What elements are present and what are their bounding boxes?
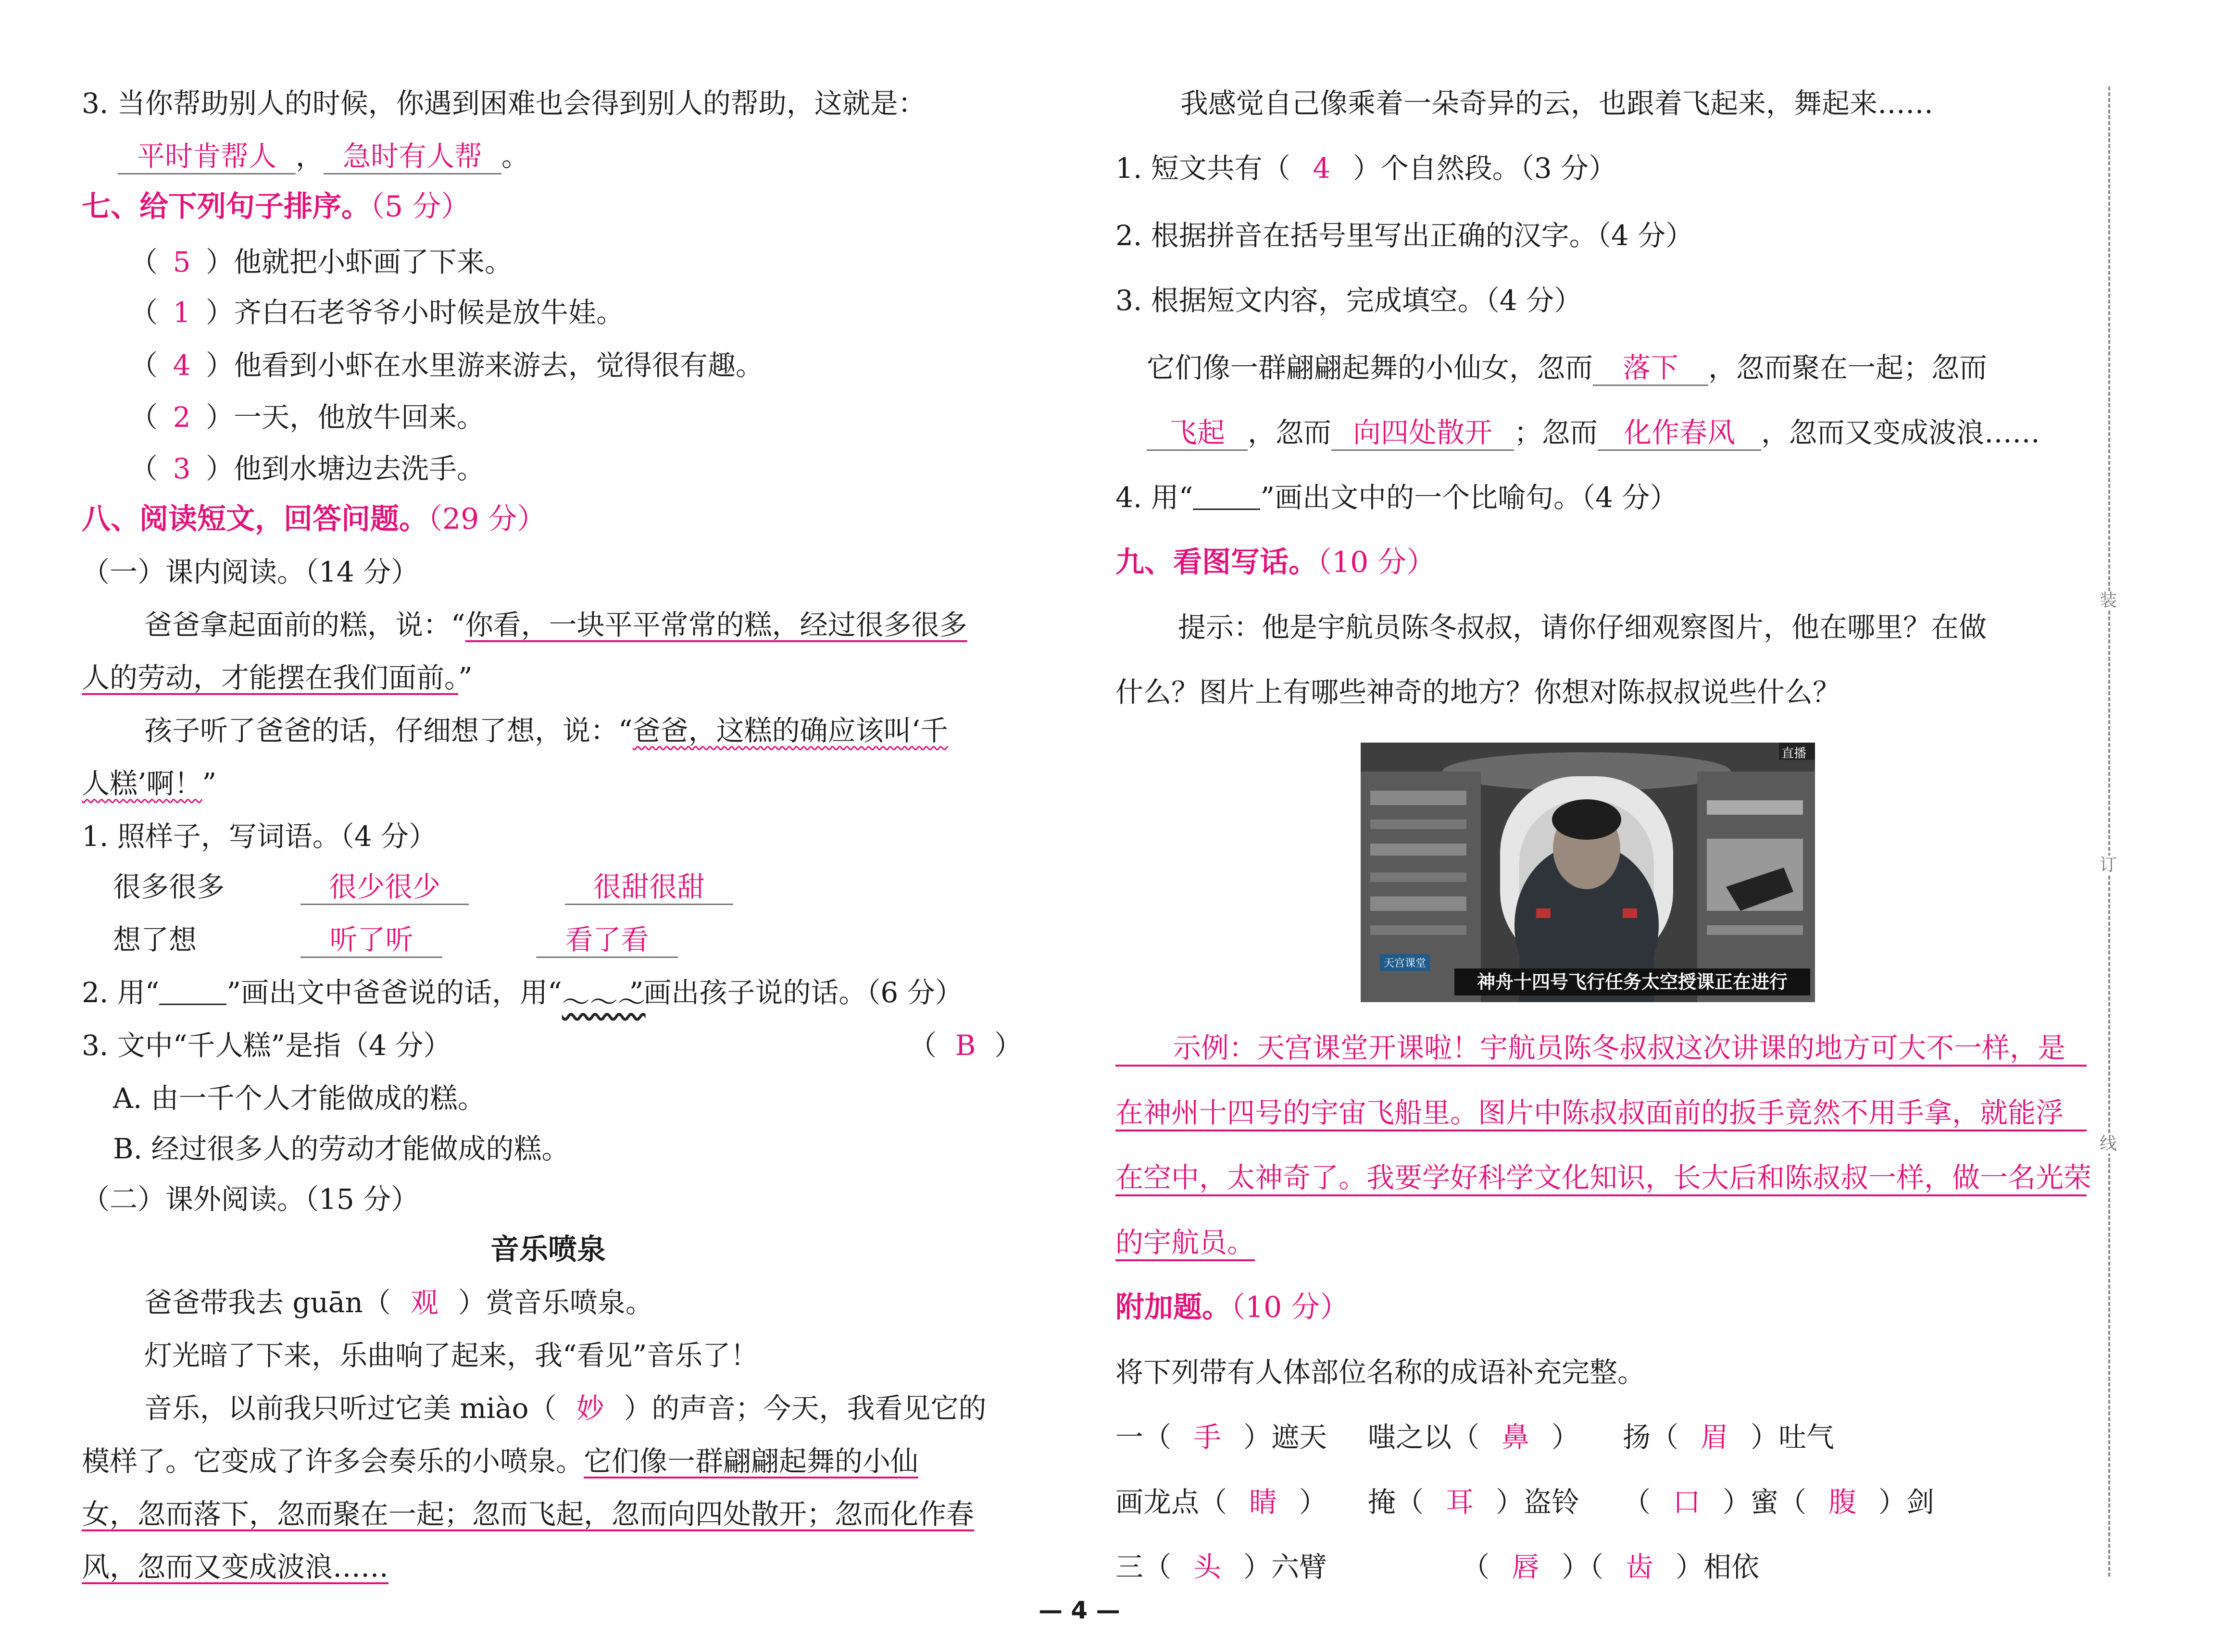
order-item: （ 5 ）他就把小虾画了下来。 bbox=[130, 246, 513, 278]
comma: ， bbox=[296, 140, 324, 173]
program-badge: 天宫课堂 bbox=[1380, 954, 1430, 971]
question-1: 1. 照样子，写词语。（4 分） bbox=[82, 820, 437, 853]
answer-blank: 平时肯帮人 bbox=[118, 139, 296, 174]
story-line: 爸爸带我去 guān（ 观 ）赏音乐喷泉。 bbox=[144, 1286, 653, 1319]
example-line: 示例：天宫课堂开课啦！宇航员陈冬叔叔这次讲课的地方可大不一样，是 bbox=[1115, 1031, 2087, 1067]
idiom: 一（ 手 ）遮天 bbox=[1115, 1421, 1327, 1453]
idiom: 三（ 头 ）六臂 bbox=[1115, 1551, 1327, 1583]
straight-line-mark bbox=[159, 984, 226, 1005]
idiom: （ 口 ）蜜（ 腹 ）剑 bbox=[1623, 1486, 1935, 1518]
passage-line: 孩子听了爸爸的话，仔细想了想，说：“爸爸，这糕的确应该叫‘千 bbox=[144, 714, 949, 747]
part-2-label: （二）课外阅读。（15 分） bbox=[82, 1183, 419, 1216]
idiom: 画龙点（ 睛 ） bbox=[1115, 1486, 1327, 1518]
hint-line: 什么？图片上有哪些神奇的地方？你想对陈叔叔说些什么？ bbox=[1115, 676, 1841, 708]
example-line: 在神州十四号的宇宙飞船里。图片中陈叔叔面前的扳手竟然不用手拿，就能浮 bbox=[1115, 1096, 2087, 1131]
q3-answer-line bbox=[118, 139, 529, 174]
example-line: 的宇航员。 bbox=[1115, 1226, 1255, 1261]
example-line: 在空中，太神奇了。我要学好科学文化知识，长大后和陈叔叔一样，做一名光荣 bbox=[1115, 1161, 2087, 1196]
fill-line: 飞起 ，忽而 向四处散开 ；忽而 化作春风 ，忽而又变成波浪…… bbox=[1147, 416, 2040, 451]
order-item: （ 3 ）他到水塘边去洗手。 bbox=[130, 452, 485, 485]
live-badge: 直播 bbox=[1781, 746, 1807, 761]
order-item: （ 2 ）一天，他放牛回来。 bbox=[130, 401, 485, 434]
word-answer: 很少很少 bbox=[300, 870, 469, 905]
astronaut-photo bbox=[1361, 743, 1815, 1002]
question-r4: 4. 用“ ”画出文中的一个比喻句。（4 分） bbox=[1115, 481, 1678, 514]
binding-label: 装 bbox=[2100, 591, 2117, 610]
story-line: 音乐，以前我只听过它美 miào（ 妙 ）的声音；今天，我看见它的 bbox=[144, 1392, 987, 1425]
wavy-line-mark: ～～～ bbox=[562, 985, 646, 1019]
binding-label: 订 bbox=[2100, 855, 2117, 875]
part-1-label: （一）课内阅读。（14 分） bbox=[82, 556, 419, 588]
idiom: 扬（ 眉 ）吐气 bbox=[1623, 1421, 1835, 1453]
word-example: 很多很多 bbox=[113, 870, 225, 903]
passage-line: 爸爸拿起面前的糕，说：“你看，一块平平常常的糕，经过很多很多 bbox=[144, 609, 967, 641]
binding-label: 线 bbox=[2100, 1134, 2117, 1154]
question-3: 3. 文中“千人糕”是指（4 分） bbox=[82, 1029, 451, 1062]
story-line: 灯光暗了下来，乐曲响了起来，我“看见”音乐了！ bbox=[144, 1339, 759, 1372]
passage-line: 人的劳动，才能摆在我们面前。” bbox=[82, 661, 473, 694]
order-item: （ 4 ）他看到小虾在水里游来游去，觉得很有趣。 bbox=[130, 349, 764, 382]
idiom: （ 唇 ）（ 齿 ）相依 bbox=[1462, 1551, 1760, 1583]
page-number: — 4 — bbox=[1039, 1596, 1120, 1624]
idiom: 掩（ 耳 ）盗铃 bbox=[1368, 1486, 1580, 1518]
story-line: 我感觉自己像乘着一朵奇异的云，也跟着飞起来，舞起来…… bbox=[1180, 87, 1934, 120]
passage-line: 人糕’啊！” bbox=[82, 767, 217, 800]
story-title: 音乐喷泉 bbox=[490, 1233, 606, 1267]
story-line: 模样了。它变成了许多会奏乐的小喷泉。它们像一群翩翩起舞的小仙 bbox=[82, 1445, 919, 1478]
hint-line: 提示：他是宇航员陈冬叔叔，请你仔细观察图片，他在哪里？在做 bbox=[1178, 611, 1987, 644]
section-7-heading: 七、给下列句子排序。（5 分） bbox=[82, 190, 470, 224]
word-example: 想了想 bbox=[113, 923, 197, 956]
bonus-heading: 附加题。（10 分） bbox=[1115, 1291, 1349, 1324]
period: 。 bbox=[501, 140, 530, 173]
idiom: 嗤之以（ 鼻 ） bbox=[1368, 1421, 1580, 1453]
binding-line bbox=[2108, 87, 2110, 1577]
fill-line: 它们像一群翩翩起舞的小仙女，忽而 落下 ，忽而聚在一起；忽而 bbox=[1147, 351, 1987, 386]
question-2: 2. 用“ ”画出文中爸爸说的话，用“～～～”画出孩子说的话。（6 分） bbox=[82, 976, 963, 1019]
answer-blank: 急时有人帮 bbox=[324, 139, 501, 174]
option-a: A. 由一千个人才能做成的糕。 bbox=[113, 1082, 486, 1115]
q3-prompt: 3. 当你帮助别人的时候，你遇到困难也会得到别人的帮助，这就是： bbox=[82, 87, 926, 120]
choice-answer: （ B ） bbox=[909, 1029, 1023, 1062]
section-9-heading: 九、看图写话。（10 分） bbox=[1115, 546, 1436, 579]
word-answer: 听了听 bbox=[300, 923, 442, 958]
word-answer: 看了看 bbox=[536, 923, 678, 958]
bonus-prompt: 将下列带有人体部位名称的成语补充完整。 bbox=[1115, 1356, 1646, 1389]
straight-line-mark bbox=[1193, 489, 1260, 510]
word-answer: 很甜很甜 bbox=[565, 870, 733, 905]
order-item: （ 1 ）齐白石老爷爷小时候是放牛娃。 bbox=[130, 296, 625, 329]
question-r3: 3. 根据短文内容，完成填空。（4 分） bbox=[1115, 284, 1582, 317]
question-r2: 2. 根据拼音在括号里写出正确的汉字。（4 分） bbox=[1115, 219, 1694, 252]
story-line: 风，忽而又变成波浪…… bbox=[82, 1551, 389, 1583]
option-b: B. 经过很多人的劳动才能做成的糕。 bbox=[113, 1132, 570, 1165]
photo-caption: 神舟十四号飞行任务太空授课正在进行 bbox=[1454, 969, 1810, 995]
story-line: 女，忽而落下，忽而聚在一起；忽而飞起，忽而向四处散开；忽而化作春 bbox=[82, 1498, 975, 1530]
question-r1: 1. 短文共有（ 4 ）个自然段。（3 分） bbox=[1115, 152, 1617, 185]
section-8-heading: 八、阅读短文，回答问题。（29 分） bbox=[82, 502, 546, 536]
